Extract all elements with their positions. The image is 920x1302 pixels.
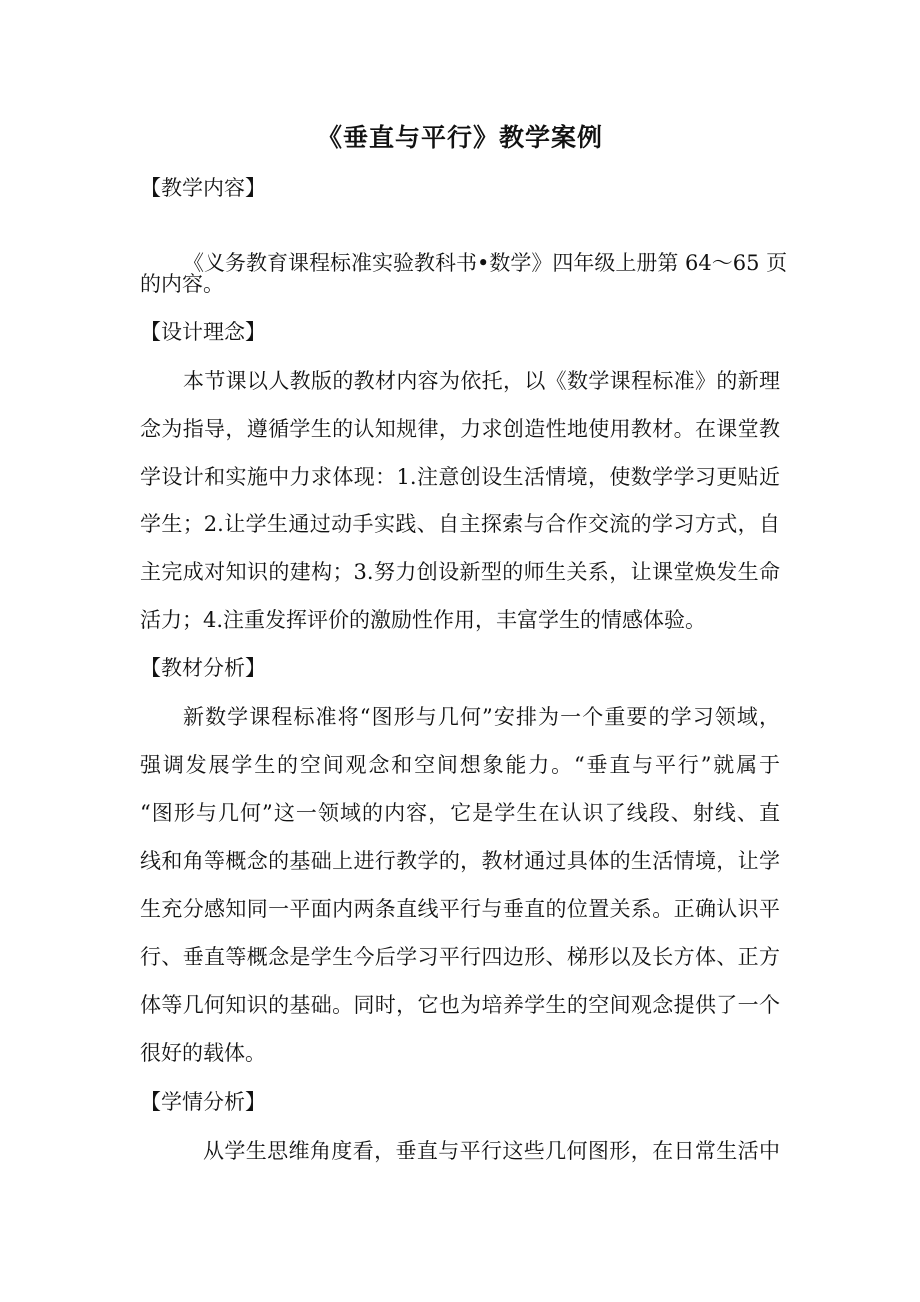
section-heading-design: 【设计理念】 bbox=[140, 320, 266, 344]
page-title: 《垂直与平行》教学案例 bbox=[316, 123, 603, 152]
paragraph-line: 学生；2.让学生通过动手实践、自主探索与合作交流的学习方式，自 bbox=[140, 512, 780, 536]
paragraph-line: 本节课以人教版的教材内容为依托，以《数学课程标准》的新理 bbox=[183, 369, 780, 393]
paragraph-line: 很好的载体。 bbox=[140, 1041, 266, 1065]
paragraph-line: “图形与几何”这一领域的内容，它是学生在认识了线段、射线、直 bbox=[140, 801, 780, 825]
paragraph-line: 新数学课程标准将“图形与几何”安排为一个重要的学习领域， bbox=[183, 705, 780, 729]
paragraph-line: 《义务教育课程标准实验教科书•数学》四年级上册第 64～65 页 bbox=[183, 251, 788, 275]
paragraph-line: 线和角等概念的基础上进行教学的，教材通过具体的生活情境，让学 bbox=[140, 849, 780, 873]
paragraph-line: 体等几何知识的基础。同时，它也为培养学生的空间观念提供了一个 bbox=[140, 993, 780, 1017]
paragraph-line: 从学生思维角度看，垂直与平行这些几何图形，在日常生活中 bbox=[203, 1139, 780, 1163]
paragraph-line: 行、垂直等概念是学生今后学习平行四边形、梯形以及长方体、正方 bbox=[140, 945, 780, 969]
paragraph-line: 强调发展学生的空间观念和空间想象能力。“垂直与平行”就属于 bbox=[140, 753, 780, 777]
paragraph-line: 生充分感知同一平面内两条直线平行与垂直的位置关系。正确认识平 bbox=[140, 897, 780, 921]
paragraph-line: 学设计和实施中力求体现：1.注意创设生活情境，使数学学习更贴近 bbox=[140, 465, 780, 489]
paragraph-line: 念为指导，遵循学生的认知规律，力求创造性地使用教材。在课堂教 bbox=[140, 417, 780, 441]
section-heading-students: 【学情分析】 bbox=[140, 1090, 266, 1114]
paragraph-line: 的内容。 bbox=[140, 272, 224, 296]
section-heading-content: 【教学内容】 bbox=[140, 176, 266, 200]
section-heading-textbook: 【教材分析】 bbox=[140, 656, 266, 680]
paragraph-line: 活力；4.注重发挥评价的激励性作用，丰富学生的情感体验。 bbox=[140, 608, 707, 632]
paragraph-line: 主完成对知识的建构；3.努力创设新型的师生关系，让课堂焕发生命 bbox=[140, 560, 780, 584]
